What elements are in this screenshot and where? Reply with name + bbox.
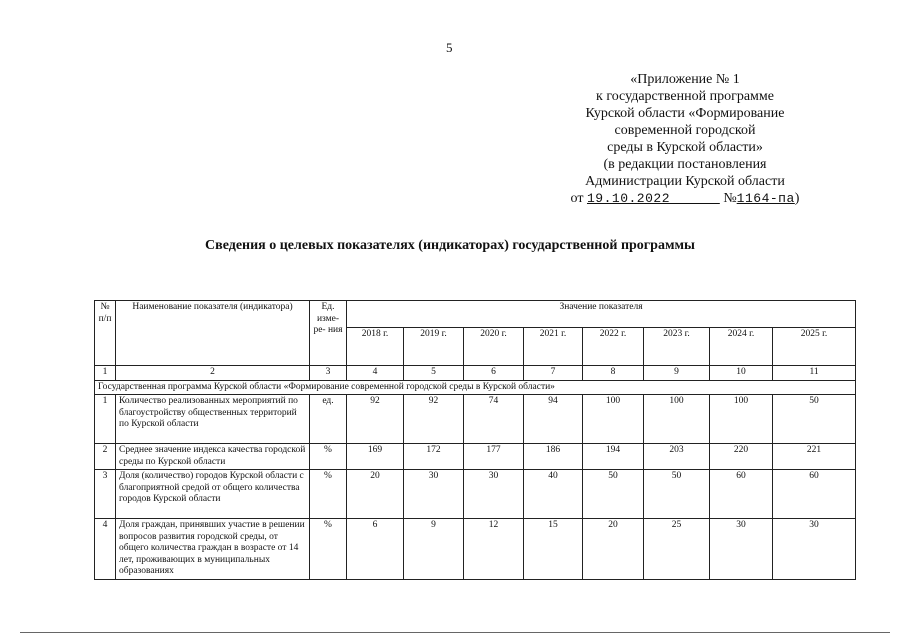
header-year: 2019 г. [404,328,464,366]
appendix-line: (в редакции постановления [603,157,767,172]
row-value: 186 [524,444,583,470]
row-indicator-name: Количество реализованных мероприятий по благоустройству общественных территорий по Курской области [116,395,310,444]
row-value: 20 [583,519,644,580]
row-value: 60 [710,470,773,519]
header-year: 2025 г. [773,328,856,366]
scan-bottom-edge [20,632,890,633]
row-unit: ед. [310,395,347,444]
header-unit: Ед. изме- ре- ния [310,301,347,366]
appendix-line: Администрации Курской области [585,174,785,189]
column-number: 8 [583,366,644,381]
header-year: 2023 г. [644,328,710,366]
table-row [95,444,856,470]
column-number: 10 [710,366,773,381]
row-value: 194 [583,444,644,470]
row-value: 221 [773,444,856,470]
row-value: 6 [347,519,404,580]
row-value: 60 [773,470,856,519]
row-value: 100 [710,395,773,444]
appendix-line: Курской области «Формирование [585,106,785,121]
row-value: 94 [524,395,583,444]
row-value: 30 [464,470,524,519]
row-value: 74 [464,395,524,444]
closing-paren: ) [794,191,800,206]
resolution-date: 19.10.2022 [586,191,670,206]
table-row [95,395,856,444]
row-value: 30 [404,470,464,519]
row-value: 25 [644,519,710,580]
column-number: 9 [644,366,710,381]
row-value: 30 [773,519,856,580]
row-value: 15 [524,519,583,580]
row-num: 2 [95,444,116,470]
date-prefix: от [570,191,584,206]
column-number: 6 [464,366,524,381]
table-row [95,470,856,519]
row-value: 203 [644,444,710,470]
row-indicator-name: Среднее значение индекса качества городской среды по Курской области [116,444,310,470]
page-number: 5 [446,40,453,55]
appendix-line: «Приложение № 1 [630,72,740,87]
row-indicator-name: Доля граждан, принявших участие в решении вопросов развития городской среды, от общего количества граждан в возрасте от 14 лет, проживающих в муниципальных образованиях [116,519,310,580]
row-value: 92 [404,395,464,444]
column-number: 1 [95,366,116,381]
header-values-group: Значение показателя [347,301,856,328]
row-value: 9 [404,519,464,580]
row-value: 100 [583,395,644,444]
section-title: Государственная программа Курской области «Формирование современной городской среды в Курской области» [95,380,856,395]
column-number: 4 [347,366,404,381]
row-value: 50 [644,470,710,519]
section-row [95,380,856,395]
column-number: 11 [773,366,856,381]
header-year: 2024 г. [710,328,773,366]
header-name: Наименование показателя (индикатора) [116,301,310,366]
row-unit: % [310,470,347,519]
row-num: 3 [95,470,116,519]
row-value: 20 [347,470,404,519]
row-num: 1 [95,395,116,444]
header-num: № п/п [95,301,116,366]
header-year: 2021 г. [524,328,583,366]
row-num: 4 [95,519,116,580]
row-indicator-name: Доля (количество) городов Курской области с благоприятной средой от общего количества городов Курской области [116,470,310,519]
column-number-row [95,366,856,381]
header-year: 2018 г. [347,328,404,366]
table-row [95,519,856,580]
row-value: 50 [583,470,644,519]
row-value: 50 [773,395,856,444]
appendix-line: современной городской [614,123,756,138]
indicators-table [94,300,856,580]
column-number: 3 [310,366,347,381]
row-value: 220 [710,444,773,470]
header-year: 2022 г. [583,328,644,366]
column-number: 2 [116,366,310,381]
number-prefix: № [723,191,737,206]
resolution-number: 1164-па [736,191,795,206]
row-value: 30 [710,519,773,580]
row-value: 172 [404,444,464,470]
row-unit: % [310,519,347,580]
row-value: 177 [464,444,524,470]
resolution-date-line [560,190,810,207]
appendix-line: к государственной программе [596,89,774,104]
column-number: 7 [524,366,583,381]
header-year: 2020 г. [464,328,524,366]
row-value: 169 [347,444,404,470]
appendix-line: среды в Курской области» [607,140,763,155]
row-value: 100 [644,395,710,444]
row-value: 40 [524,470,583,519]
row-value: 92 [347,395,404,444]
row-unit: % [310,444,347,470]
row-value: 12 [464,519,524,580]
column-number: 5 [404,366,464,381]
date-underline-gap [670,191,720,206]
appendix-block [560,71,810,207]
document-title: Сведения о целевых показателях (индикаторах) государственной программы [205,238,695,253]
